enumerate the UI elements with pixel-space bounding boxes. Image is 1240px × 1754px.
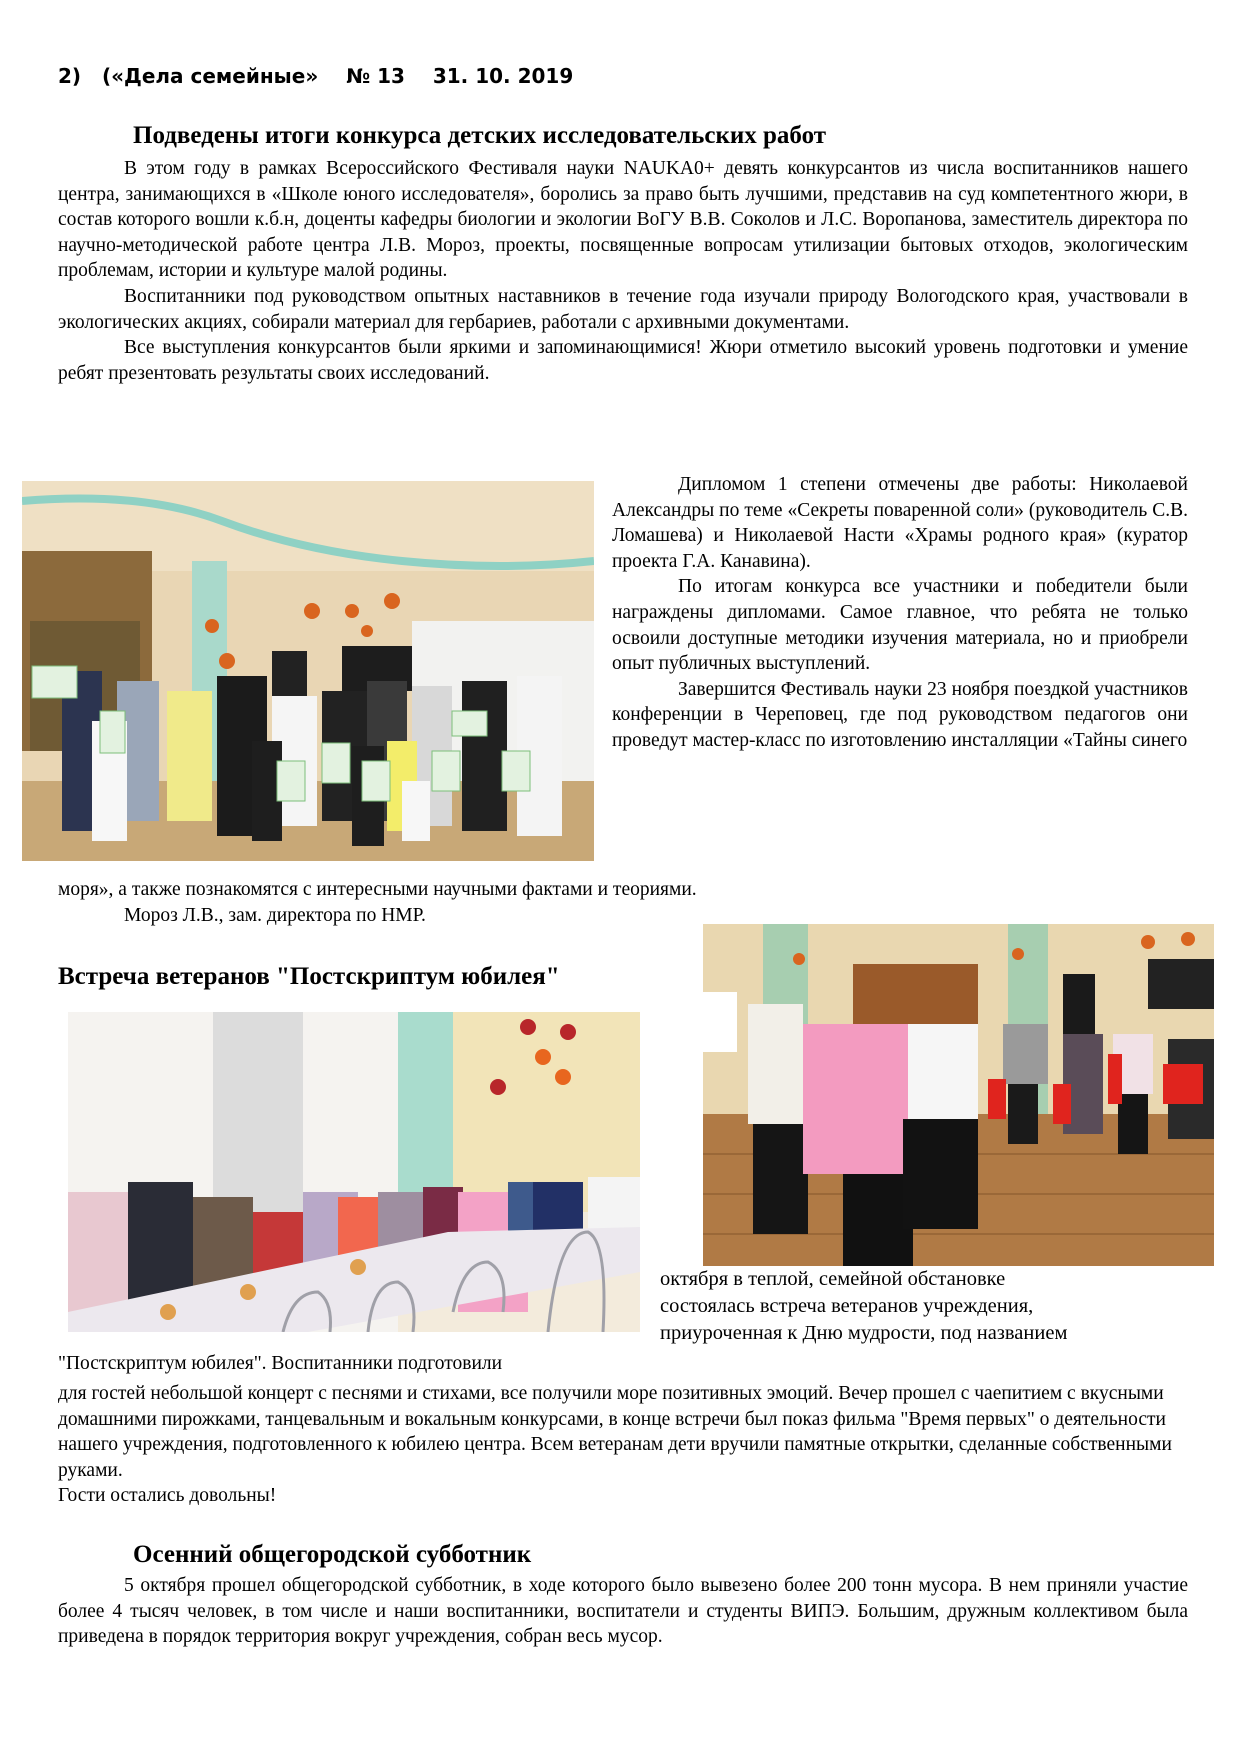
article2-body [58,1381,1188,1509]
article1-paragraph-6: Завершится Фестиваль науки 23 ноября поездкой участников конференции в Череповец, где под руководством педагогов они проведут мастер-класс по изготовлению инсталляции «Тайны синего [612,678,1188,751]
article1-paragraph-1: В этом году в рамках Всероссийского Фестиваля науки NAUKA0+ девять конкурсантов из числа воспитанников нашего центра, занимающихся в «Школе юного исследователя», боролись за право быть лучшими, представив на суд компетентного жюри, в состав которого вошли к.б.н, доценты кафедры биологии и экологии ВоГУ В.В. Соколов и Л.С. Воропанова, заместитель директора по научно-методической работе центра Л.В. Мороз, проекты, посвященные вопросам утилизации бытовых отходов, экологическим проблемам, истории и культуре малой родины. [58,158,1188,282]
article3-paragraph-1: 5 октября прошел общегородской субботник, в ходе которого было вывезено более 200 тонн мусора. В нем приняли участие более 4 тысяч человек, в том числе и наши воспитанники, воспитатели и студенты ВИПЭ. Большим, дружным коллективом была приведена в порядок территория вокруг учреждения, собран весь мусор. [58,1575,1188,1648]
article2-line-1: октября в теплой, семейной обстановке [660,1268,1006,1290]
article1-paragraph-5: По итогам конкурса все участники и победители были награждены дипломами. Самое главное, что ребята не только освоили доступные методики изучения материала, но и приобрели опыт публичных выступлений. [612,576,1188,675]
paper-name: («Дела семейные» [101,64,319,88]
article1-body-right [612,472,1188,754]
article1-paragraph-6-end: моря», а также познакомятся с интересными научными фактами и теориями. [58,879,697,900]
article1-body-top [58,156,1188,386]
page-number: 2) [58,64,82,88]
article1-paragraph-4: Дипломом 1 степени отмечены две работы: Николаевой Александры по теме «Секреты поваренной соли» (руководитель С.В. Ломашева) и Николаевой Насти «Храмы родного края» (куратор проекта Г.А. Канавина). [612,474,1188,572]
issue-header [58,64,573,88]
article3-title: Осенний общегородской субботник [133,1541,532,1568]
photo-award-ceremony [22,481,594,861]
article3-body [58,1573,1188,1650]
article1-title: Подведены итоги конкурса детских исследовательских работ [133,122,827,149]
article2-side-text [660,1266,1200,1347]
issue-date: 31. 10. 2019 [432,64,574,88]
issue-number: № 13 [346,64,405,88]
article2-paragraph: для гостей небольшой концерт с песнями и стихами, все получили море позитивных эмоций. Вечер прошел с чаепитием с вкусными домашними пирожками, танцевальным и вокальным конкурсами, в конце встречи был показ фильма "Время первых" о деятельности нашего учреждения, подготовленного к юбилею центра. Всем ветеранам дети вручили памятные открытки, сделанные собственными руками. [58,1383,1172,1481]
article1-signature: Мороз Л.В., зам. директора по НМР. [124,904,426,926]
article1-paragraph-3: Все выступления конкурсантов были яркими и запоминающимися! Жюри отметило высокий уровень подготовки и умение ребят презентовать результаты своих исследований. [58,337,1188,384]
article1-paragraph-2: Воспитанники под руководством опытных наставников в течение года изучали природу Вологодского края, участвовали в экологических акциях, собирали материал для гербариев, работали с архивными документами. [58,285,1188,333]
article2-title: Встреча ветеранов "Постскриптум юбилея" [58,963,560,990]
article2-closing: Гости остались довольны! [58,1485,277,1507]
photo-veterans-tea [68,1012,640,1332]
article2-line-4: "Постскриптум юбилея". Воспитанники подготовили [58,1353,503,1374]
photo-veterans-dance [703,924,1214,1266]
article2-line-2: состоялась встреча ветеранов учреждения, [660,1295,1034,1317]
article1-body-bottom [58,877,1188,928]
article2-line-3: приуроченная к Дню мудрости, под названием [660,1322,1068,1344]
